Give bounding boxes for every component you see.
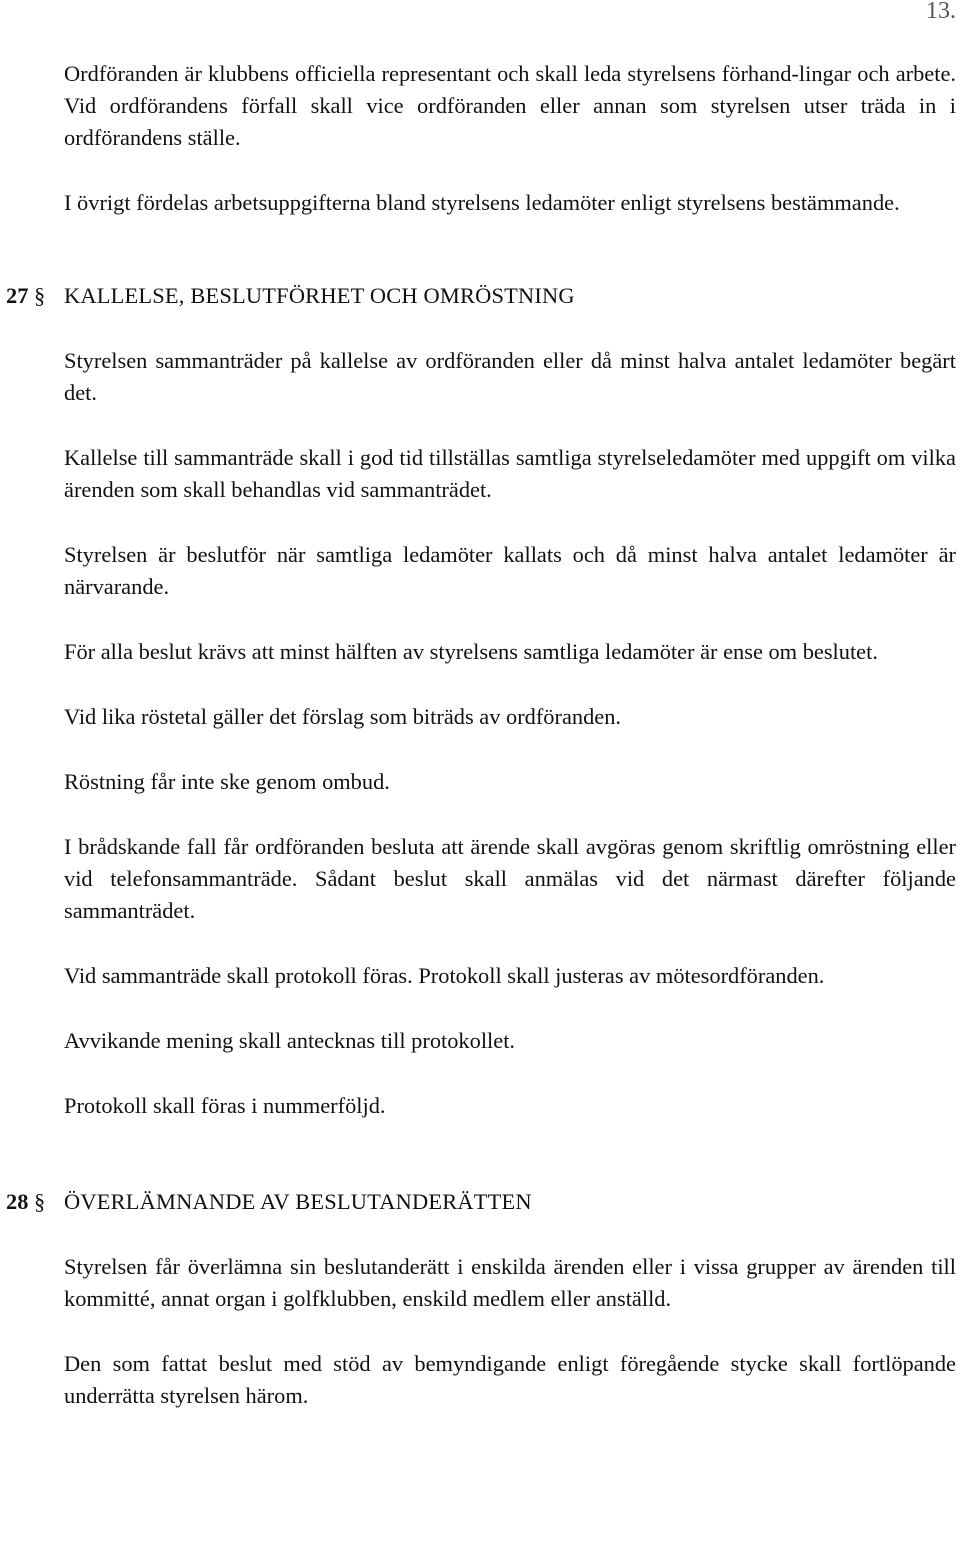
section-heading-27 [0,280,956,312]
section-paragraph: Avvikande mening skall antecknas till protokollet. [64,1028,516,1053]
section-paragraph: Styrelsen sammanträder på kallelse av ordföranden eller då minst halva antalet ledamöter begärt det. [64,348,956,405]
section-paragraph: I brådskande fall får ordföranden besluta att ärende skall avgöras genom skriftlig omröstning eller vid telefonsammanträde. Sådant beslut skall anmälas vid det närmast därefter följande sammanträdet. [64,834,956,923]
section-title: KALLELSE, BESLUTFÖRHET OCH OMRÖSTNING [64,283,575,308]
page-content [0,58,960,1412]
section-paragraph: Kallelse till sammanträde skall i god tid tillställas samtliga styrelseledamöter med uppgift om vilka ärenden som skall behandlas vid sammanträdet. [64,445,956,502]
section-number: 27 [6,283,29,308]
section-sign: § [34,1189,46,1214]
section-number: 28 [6,1189,29,1214]
section-paragraph: Vid lika röstetal gäller det förslag som biträds av ordföranden. [64,704,622,729]
section-paragraph: Styrelsen får överlämna sin beslutanderätt i enskilda ärenden eller i vissa grupper av ärenden till kommitté, annat organ i golfklubben, enskild medlem eller anställd. [64,1254,956,1311]
intro-paragraph: I övrigt fördelas arbetsuppgifterna bland styrelsens ledamöter enligt styrelsens bestämmande. [64,190,900,215]
section-paragraph: Den som fattat beslut med stöd av bemyndigande enligt föregående stycke skall fortlöpande underrätta styrelsen härom. [64,1351,956,1408]
section-heading-28 [0,1186,956,1218]
section-paragraph: För alla beslut krävs att minst hälften av styrelsens samtliga ledamöter är ense om beslutet. [64,639,878,664]
section-paragraph: Protokoll skall föras i nummerföljd. [64,1093,386,1118]
section-sign: § [34,283,46,308]
section-paragraph: Röstning får inte ske genom ombud. [64,769,390,794]
page-number: 13. [926,0,956,24]
intro-paragraph: Ordföranden är klubbens officiella representant och skall leda styrelsens förhand-lingar och arbete. Vid ordförandens förfall skall vice ordföranden eller annan som styrelsen utser träda in i ordförandens ställe. [64,61,956,150]
section-paragraph: Styrelsen är beslutför när samtliga ledamöter kallats och då minst halva antalet ledamöter är närvarande. [64,542,956,599]
section-paragraph: Vid sammanträde skall protokoll föras. Protokoll skall justeras av mötesordföranden. [64,963,825,988]
section-title: ÖVERLÄMNANDE AV BESLUTANDERÄTTEN [64,1189,532,1214]
